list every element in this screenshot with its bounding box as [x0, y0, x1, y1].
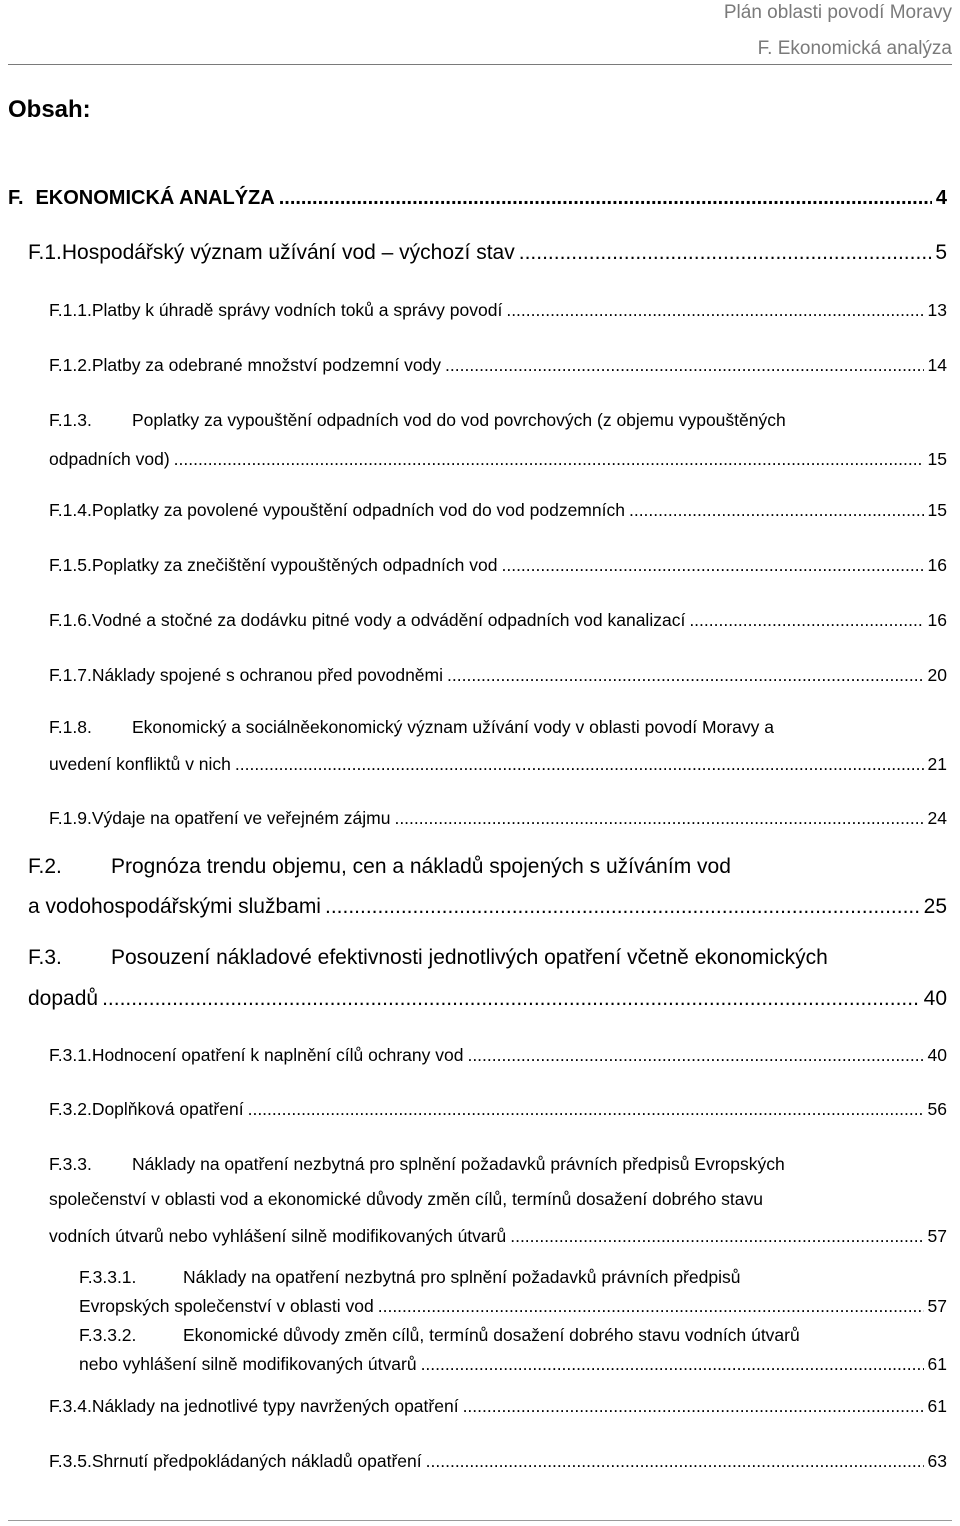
toc-page-number: 61 — [927, 1354, 947, 1374]
toc-entry-title: odpadních vod) — [49, 449, 170, 469]
toc-dot-leader — [378, 1296, 924, 1317]
toc-dot-leader — [689, 610, 923, 631]
header-document-title: Plán oblasti povodí Moravy — [723, 2, 952, 23]
toc-entry-number: F.1.5. — [49, 555, 92, 575]
toc-page-number: 14 — [927, 355, 947, 375]
toc-dot-leader — [506, 300, 923, 321]
toc-entry-number: F.3.3. — [49, 1154, 92, 1174]
toc-dot-leader — [235, 754, 924, 775]
toc-entry-title: Hodnocení opatření k naplnění cílů ochrany vod — [91, 1045, 464, 1065]
toc-entry-number: F.1.2. — [49, 355, 92, 375]
toc-page-number: 13 — [927, 300, 947, 320]
toc-entry-number: F.3.3.2. — [79, 1325, 137, 1345]
toc-dot-leader — [519, 241, 932, 265]
header-section-title: F. Ekonomická analýza — [757, 38, 952, 59]
toc-entry-number: F.2. — [28, 855, 62, 878]
toc-entry-title: Náklady na opatření nezbytná pro splnění požadavků právních předpisů — [183, 1267, 741, 1287]
toc-dot-leader — [445, 355, 923, 376]
toc-entry-title: Posouzení nákladové efektivnosti jednotlivých opatření včetně ekonomických — [111, 946, 828, 969]
toc-entry-title: Ekonomické důvody změn cílů, termínů dosažení dobrého stavu vodních útvarů — [183, 1325, 800, 1345]
toc-dot-leader — [463, 1396, 924, 1417]
toc-entry-number: F.1.4. — [49, 500, 92, 520]
toc-dot-leader — [325, 895, 920, 919]
footer-rule — [8, 1520, 952, 1521]
toc-title: Obsah: — [8, 96, 91, 123]
toc-entry-title: Poplatky za povolené vypouštění odpadních vod do vod podzemních — [91, 500, 625, 520]
toc-entry-title: Vodné a stočné za dodávku pitné vody a odvádění odpadních vod kanalizací — [91, 610, 686, 630]
toc-page-number: 61 — [927, 1396, 947, 1416]
toc-entry-title: Náklady na jednotlivé typy navržených opatření — [91, 1396, 459, 1416]
toc-page-number: 40 — [923, 987, 947, 1010]
toc-entry-title: dopadů — [28, 987, 99, 1010]
toc-entry-number: F.1.8. — [49, 717, 92, 737]
toc-entry-title: a vodohospodářskými službami — [28, 895, 321, 918]
toc-entry-title: Náklady na opatření nezbytná pro splnění požadavků právních předpisů Evropských — [132, 1154, 785, 1174]
toc-dot-leader — [510, 1226, 923, 1247]
toc-page-number: 16 — [927, 610, 947, 630]
toc-page-number: 56 — [927, 1099, 947, 1119]
toc-dot-leader — [102, 987, 920, 1011]
toc-page-number: 63 — [927, 1451, 947, 1471]
toc-entry-title: Platby k úhradě správy vodních toků a správy povodí — [91, 300, 503, 320]
toc-entry-title: vodních útvarů nebo vyhlášení silně modifikovaných útvarů — [49, 1226, 507, 1246]
toc-entry-title: Platby za odebrané množství podzemní vody — [91, 355, 442, 375]
toc-page-number: 25 — [923, 895, 947, 918]
toc-dot-leader — [394, 808, 923, 829]
toc-entry-number: F.1.6. — [49, 610, 92, 630]
toc-dot-leader — [501, 555, 923, 576]
toc-entry-title: Ekonomický a sociálněekonomický význam užívání vody v oblasti povodí Moravy a — [132, 717, 774, 737]
toc-page-number: 4 — [935, 187, 947, 209]
toc-dot-leader — [447, 665, 924, 686]
toc-page-number: 24 — [927, 808, 947, 828]
toc-entry-title: společenství v oblasti vod a ekonomické důvody změn cílů, termínů dosažení dobrého stavu — [49, 1189, 764, 1209]
toc-dot-leader — [426, 1451, 924, 1472]
toc-page-number: 40 — [927, 1045, 947, 1065]
toc-entry-number: F.3.2. — [49, 1099, 92, 1119]
toc-entry-title: Prognóza trendu objemu, cen a nákladů spojených s užíváním vod — [111, 855, 731, 878]
toc-entry-title: Výdaje na opatření ve veřejném zájmu — [91, 808, 391, 828]
toc-dot-leader — [174, 449, 924, 470]
toc-entry-title: Náklady spojené s ochranou před povodněmi — [91, 665, 444, 685]
toc-entry-number: F.3.3.1. — [79, 1267, 137, 1287]
toc-entry-number: F.1.1. — [49, 300, 92, 320]
toc-dot-leader — [421, 1354, 924, 1375]
toc-entry-number: F.3. — [28, 946, 62, 969]
toc-entry-number: F.1. — [28, 241, 62, 264]
toc-entry-title: Doplňková opatření — [91, 1099, 244, 1119]
toc-page-number: 15 — [927, 500, 947, 520]
toc-page-number: 20 — [927, 665, 947, 685]
toc-page-number: 21 — [927, 754, 947, 774]
toc-page-number: 15 — [927, 449, 947, 469]
toc-page-number: 57 — [927, 1226, 947, 1246]
header-rule — [8, 64, 952, 65]
toc-entry-number: F.1.3. — [49, 410, 92, 430]
toc-entry-number: F. — [8, 187, 24, 209]
toc-entry-number: F.3.4. — [49, 1396, 92, 1416]
toc-page-number: 57 — [927, 1296, 947, 1316]
toc-entry-title: Poplatky za znečištění vypouštěných odpadních vod — [91, 555, 498, 575]
toc-dot-leader — [629, 500, 924, 521]
toc-entry-title: Shrnutí předpokládaných nákladů opatření — [91, 1451, 422, 1471]
toc-page-number: 16 — [927, 555, 947, 575]
toc-entry-title: EKONOMICKÁ ANALÝZA — [35, 187, 275, 209]
toc-entry-number: F.3.1. — [49, 1045, 92, 1065]
toc-entry-title: Evropských společenství v oblasti vod — [79, 1296, 374, 1316]
toc-dot-leader — [279, 187, 932, 210]
toc-dot-leader — [467, 1045, 923, 1066]
toc-page-number: 5 — [935, 241, 947, 264]
toc-entry-number: F.1.9. — [49, 808, 92, 828]
toc-entry-title: Hospodářský význam užívání vod – výchozí stav — [61, 241, 515, 264]
toc-entry-number: F.3.5. — [49, 1451, 92, 1471]
toc-dot-leader — [248, 1099, 924, 1120]
toc-entry-number: F.1.7. — [49, 665, 92, 685]
toc-entry-title: uvedení konfliktů v nich — [49, 754, 231, 774]
toc-entry-title: Poplatky za vypouštění odpadních vod do vod povrchových (z objemu vypouštěných — [132, 410, 786, 430]
toc-entry-title: nebo vyhlášení silně modifikovaných útvarů — [79, 1354, 417, 1374]
